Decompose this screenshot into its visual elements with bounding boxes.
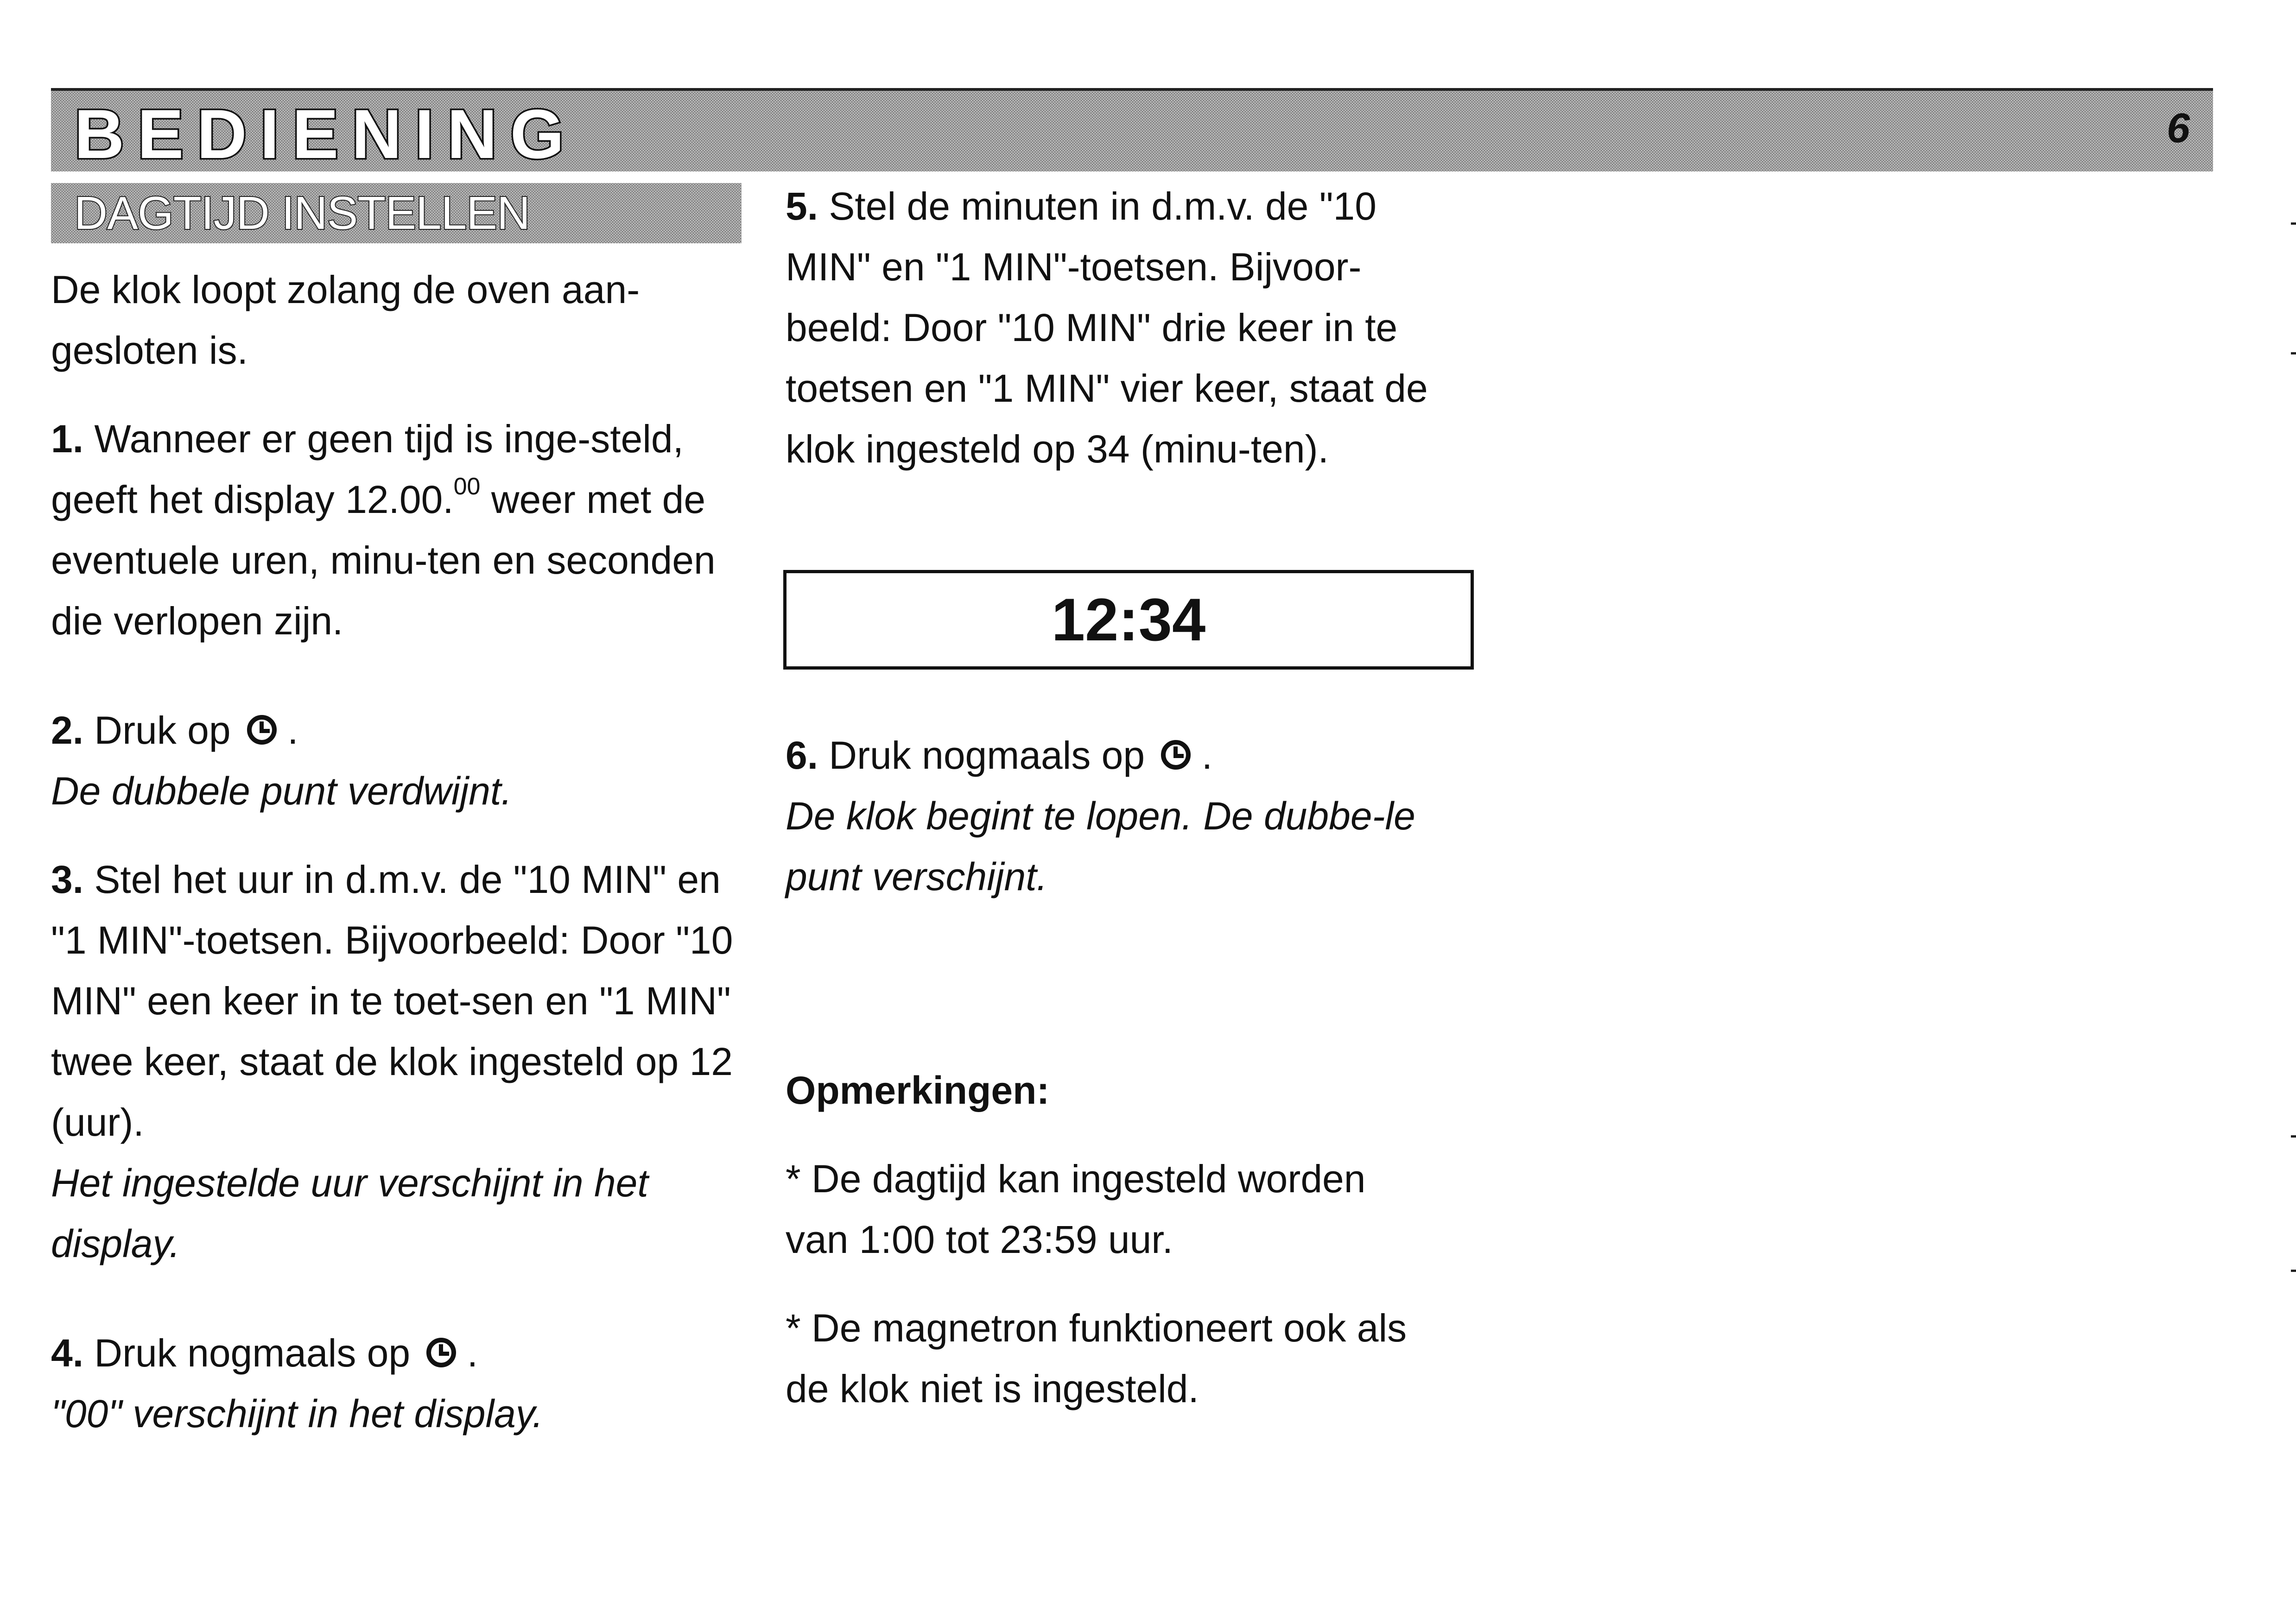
step-number: 4.	[51, 1331, 84, 1375]
step-number: 6.	[786, 734, 818, 777]
left-column	[51, 259, 769, 1444]
step-3-result: Het ingestelde uur verschijnt in het display.	[51, 1161, 648, 1265]
margin-tick	[2291, 1135, 2296, 1138]
step-number: 2.	[51, 708, 84, 752]
remark-item: * De dagtijd kan ingesteld worden van 1:00 tot 23:59 uur.	[786, 1157, 1366, 1261]
step-text: Wanneer er geen tijd is inge-steld, geeft het display 12.00.	[51, 417, 684, 521]
step-text: Druk nogmaals op	[94, 1331, 411, 1375]
clock-icon	[247, 715, 277, 745]
remark-item: * De magnetron funktioneert ook als de klok niet is ingesteld.	[786, 1306, 1407, 1410]
right-column	[786, 176, 1490, 480]
page-number: 6	[2166, 105, 2190, 152]
step-4-result: "00" verschijnt in het display.	[51, 1392, 543, 1436]
step-punct: .	[287, 708, 298, 752]
step-number: 3.	[51, 858, 84, 901]
margin-tick	[2291, 1270, 2296, 1272]
step-punct: .	[1201, 734, 1213, 777]
remarks-heading: Opmerkingen:	[786, 1069, 1050, 1112]
step-text: Stel de minuten in d.m.v. de "10 MIN" en "1 MIN"-toetsen. Bijvoor-beeld: Door "10 MIN" drie keer in te toetsen en "1 MIN" vier keer, staat de klok ingesteld op 34 (minu-ten).	[786, 184, 1428, 471]
step-text: Druk nogmaals op	[829, 734, 1145, 777]
step-1	[51, 409, 755, 651]
clock-display	[783, 570, 1474, 670]
step-number: 5.	[786, 184, 818, 228]
intro-text: De klok loopt zolang de oven aan-gesloten is.	[51, 268, 640, 372]
step-6-result: De klok begint te lopen. De dubbe-le punt verschijnt.	[786, 794, 1415, 898]
step-2	[51, 700, 769, 761]
section-title: DAGTIJD INSTELLEN	[74, 187, 530, 239]
page-title: BEDIENING	[74, 95, 577, 173]
clock-icon	[1161, 740, 1191, 770]
step-5	[786, 176, 1458, 480]
margin-tick	[2291, 352, 2296, 354]
margin-tick	[2291, 222, 2296, 225]
header-bar	[51, 88, 2213, 171]
step-6	[786, 725, 1481, 786]
step-number: 1.	[51, 417, 84, 461]
clock-icon	[426, 1338, 456, 1367]
step-3	[51, 849, 746, 1153]
right-column-lower	[786, 725, 1481, 1419]
step-text: weer met de eventuele uren, minu-ten en seconden die verlopen zijn.	[51, 478, 716, 643]
step-text: Druk op	[94, 708, 231, 752]
superscript: 00	[453, 473, 481, 500]
step-punct: .	[467, 1331, 478, 1375]
step-text: Stel het uur in d.m.v. de "10 MIN" en "1 MIN"-toetsen. Bijvoorbeeld: Door "10 MIN" een keer in te toet-sen en "1 MIN" twee keer, staat de klok ingesteld op 12 (uur).	[51, 858, 733, 1144]
step-4	[51, 1323, 769, 1384]
display-value: 12:34	[1051, 586, 1206, 653]
section-bar	[51, 183, 742, 243]
step-2-result: De dubbele punt verdwijnt.	[51, 769, 512, 813]
